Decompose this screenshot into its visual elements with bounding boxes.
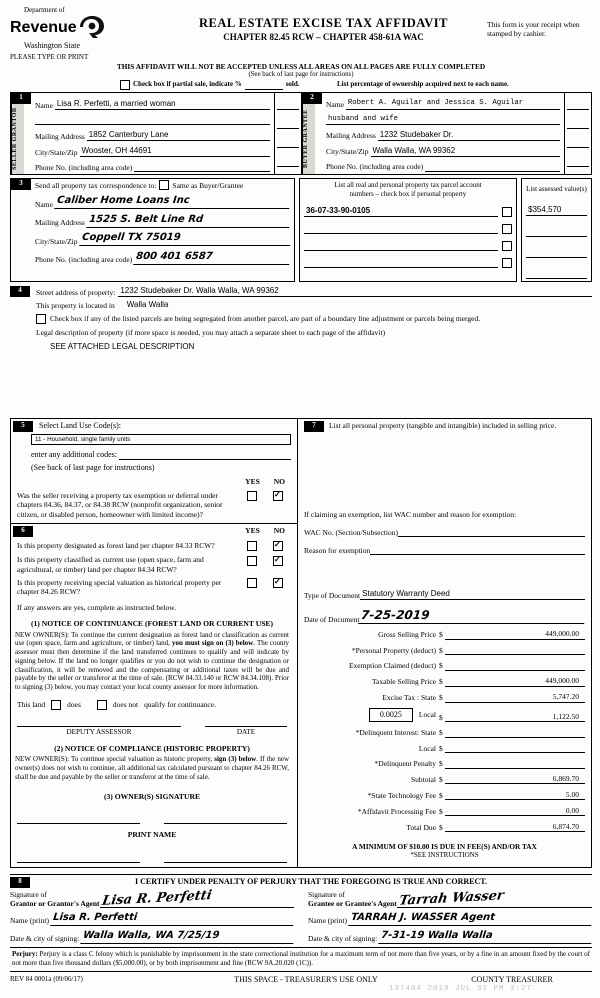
sold-label: sold. (285, 80, 300, 89)
personal-property-checkbox-4[interactable] (502, 258, 512, 268)
grantee-signature-block (308, 890, 592, 944)
historic-yes-checkbox[interactable] (247, 578, 257, 588)
ownership-note: List percentage of ownership acquired next to each name. (337, 80, 509, 89)
perjury-statement: Perjury: Perjury is a class C felony which is punishable by imprisonment in the state correctional institution for a maximum term of not more than five years, or by a fine in an amount fixed by the court of not more than five thousand dollars ($5,000.00), or by both imprisonment and fine (RCW 9A.20.020 (1C)). (10, 947, 592, 972)
parcel-field-2[interactable] (304, 224, 498, 234)
land-use-code-field[interactable]: 11 - Household, single family units (31, 434, 291, 446)
personal-property-checkbox-2[interactable] (502, 224, 512, 234)
owner-printname-field-1[interactable] (17, 862, 140, 863)
seller-name2-field[interactable] (35, 115, 270, 125)
parcel-heading-2: numbers – check box if personal property (349, 190, 467, 199)
corr-phone-field[interactable]: 800 401 6587 (134, 251, 291, 265)
percent-sold-field[interactable] (245, 80, 283, 90)
buyer-grantee-label: BUYER GRANTEE (302, 104, 315, 174)
current-use-no-checkbox[interactable] (273, 556, 283, 566)
grantee-sig-label2: Grantee or Grantee's Agent (308, 898, 397, 908)
grantee-name-print-label: Name (print) (308, 916, 347, 926)
legal-description-value: SEE ATTACHED LEGAL DESCRIPTION (50, 341, 195, 351)
buyer-phone-label: Phone No. (including area code) (326, 162, 424, 172)
local-rate-box: 0.0025 (369, 708, 413, 722)
buyer-csz-field[interactable]: Walla Walla, WA 99362 (371, 146, 561, 157)
buyer-name2-field[interactable]: husband and wife (326, 115, 560, 125)
if-yes-note: If any answers are yes, complete as instructed below. (17, 602, 177, 612)
reason-label: Reason for exemption (304, 545, 371, 555)
street-address-label: Street address of property: (36, 287, 116, 297)
located-in-field[interactable]: Walla Walla (126, 300, 169, 310)
seller-phone-label: Phone No. (including area code) (35, 163, 133, 173)
corr-phone-label: Phone No. (including area code) (35, 255, 133, 265)
grantee-date-city-label: Date & city of signing: (308, 933, 378, 943)
personal-property-checkbox-1[interactable] (502, 207, 512, 217)
delinquent-interest-local-value[interactable] (445, 743, 585, 753)
grantee-date-city-field[interactable]: 7-31-19 Walla Walla (378, 930, 592, 944)
form-subtitle: CHAPTER 82.45 RCW – CHAPTER 458-61A WAC (223, 31, 424, 42)
wac-field[interactable] (398, 527, 585, 537)
section-7-number: 7 (304, 421, 324, 432)
land-does-not-checkbox[interactable] (97, 700, 107, 710)
treasurer-space-note: THIS SPACE - TREASURER'S USE ONLY (234, 974, 378, 984)
total-due-label: Total Due (406, 822, 436, 832)
section-6-number: 6 (13, 526, 33, 537)
yes-header: YES (245, 477, 260, 487)
seller-csz-label: City/State/Zip (35, 148, 78, 158)
exemption-claimed-value[interactable] (445, 661, 585, 671)
gross-selling-value[interactable]: 449,000.00 (445, 629, 585, 639)
yes-header: YES (245, 525, 260, 535)
corr-mailing-field[interactable]: 1525 S. Belt Line Rd (86, 214, 291, 228)
grantor-sig-label1: Signature of (10, 889, 47, 899)
owner-signature-field-1[interactable] (17, 823, 140, 824)
assessed-values-box (521, 178, 592, 282)
send-correspondence-label: Send all property tax correspondence to: (35, 180, 157, 190)
delinquent-interest-state-label: *Delinquent Interest: State (355, 728, 436, 738)
exemption-yes-checkbox[interactable] (247, 491, 257, 501)
notice-compliance-title: (2) NOTICE OF COMPLIANCE (HISTORIC PROPERTY) (54, 743, 250, 753)
pct-field[interactable] (277, 120, 299, 129)
personal-prop-deduct-value[interactable] (445, 645, 585, 655)
notice-continuance-title: (1) NOTICE OF CONTINUANCE (FOREST LAND OR CURRENT USE) (30, 619, 274, 629)
parcel-field-1[interactable]: 36-07-33-90-0105 (304, 206, 498, 217)
does-label: does (67, 700, 81, 710)
exemption-note: If claiming an exemption, list WAC number and reason for exemption: (304, 509, 517, 519)
no-header: NO (273, 525, 285, 535)
segregated-checkbox[interactable] (36, 314, 46, 324)
personal-prop-deduct-label: *Personal Property (deduct) (351, 645, 436, 655)
certify-statement: I CERTIFY UNDER PENALTY OF PERJURY THAT THE FOREGOING IS TRUE AND CORRECT. (134, 876, 487, 886)
partial-sale-label: Check box if partial sale, indicate % (133, 80, 242, 89)
see-instructions-note: *SEE INSTRUCTIONS (410, 851, 479, 860)
property-address-section (10, 286, 592, 409)
buyer-phone-field[interactable] (425, 162, 560, 172)
land-use-title: Select Land Use Code(s): (39, 421, 121, 431)
historic-no-checkbox[interactable] (273, 578, 283, 588)
personal-property-section: 7 List all personal property (tangible and intangible) included in selling price. If claiming an exemption, list WAC number and reason for exemption: WAC No. (Section/Subsection) Reason for exemption Type of Document Statutory Warranty Deed Date of Document 7-25-2019 Gross Selling Price $ 449,000.00 *Personal Property (deduct) $ Exemption Claimed (deduct) $ Taxable Selling Price $ 449,000.00 Excise Tax : State $ 5,747.20 0.0025 Local $ 1,122.50 *Delinquent Interest: State $ Local $ *Delinquent Penalty $ Subtotal $ 6,869.70 *State Technology Fee $ 5.00 *Affidavit Processing Fee $ 0.00 Total Due $ 6,874.70 A MINIMUM OF $10.00 IS DUE IN FEE(S) AND/OR TAX *SEE INSTRUCTIONS (298, 419, 591, 867)
grantor-date-city-field[interactable]: Walla Walla, WA 7/25/19 (80, 930, 294, 944)
deputy-assessor-line: DEPUTY ASSESSOR (17, 726, 181, 737)
seller-pct-column (274, 93, 301, 174)
no-header: NO (273, 477, 285, 487)
taxable-selling-value[interactable]: 449,000.00 (445, 676, 585, 686)
additional-codes-field[interactable] (119, 450, 291, 460)
seller-name-field[interactable]: Lisa R. Perfetti, a married woman (55, 99, 270, 110)
assessed-field-4[interactable] (526, 269, 587, 279)
state-tech-fee-label: *State Technology Fee (367, 790, 436, 800)
gross-selling-label: Gross Selling Price (378, 630, 436, 640)
forest-yes-checkbox[interactable] (247, 541, 257, 551)
corr-csz-field[interactable]: Coppell TX 75019 (79, 232, 291, 246)
delinquent-interest-local-label: Local (418, 743, 436, 753)
does-not-label: does not (112, 700, 139, 710)
subtotal-label: Subtotal (410, 775, 436, 785)
assessed-heading: List assessed value(s) (526, 185, 587, 194)
located-in-label: This property is located in (36, 300, 115, 310)
reason-field[interactable] (370, 545, 585, 555)
notice-continuance-text: NEW OWNER(S): To continue the current designation as forest land or classification as current use (open space, farm and agriculture, or timber) land, you must sign on (3) below. The county assessor must then determine if the land transferred continues to qualify and will indicate by signing below. If the land no longer qualifies or you do not wish to continue the designation or classification, it will be removed and the compensating or additional taxes will be due and payable by the seller or transferor at the time of sale. (RCW 84.33.140 or RCW 84.34.108). Prior to signing (3) below, you may contact your local county assessor for more information. (15, 630, 289, 692)
acceptance-warning: THIS AFFIDAVIT WILL NOT BE ACCEPTED UNLESS ALL AREAS ON ALL PAGES ARE FULLY COMPLETED (116, 61, 486, 71)
pct-field[interactable] (567, 101, 589, 110)
grantor-sig-label2: Grantor or Grantor's Agent (10, 898, 100, 908)
personal-property-blank-area[interactable] (304, 432, 585, 510)
section-1-number: 1 (11, 93, 31, 104)
seller-mailing-field[interactable]: 1852 Canterbury Lane (87, 130, 270, 141)
form-title: REAL ESTATE EXCISE TAX AFFIDAVIT (199, 16, 448, 30)
land-does-checkbox[interactable] (51, 700, 61, 710)
delinquent-penalty-label: *Delinquent Penalty (374, 759, 436, 769)
parcel-heading-1: List all real and personal property tax parcel account (334, 181, 482, 190)
pct-field[interactable] (277, 139, 299, 148)
logo-wa-state: Washington State (24, 41, 81, 51)
see-back-note: (See back of last page for instructions) (248, 70, 354, 78)
personal-property-checkbox-3[interactable] (502, 241, 512, 251)
parcel-field-4[interactable] (304, 258, 498, 268)
legal-description-label: Legal description of property (if more space is needed, you may attach a separate sheet to each page of the affidavit) (36, 328, 386, 338)
grantee-sig-label1: Signature of (308, 889, 345, 899)
logo-revenue: Revenue (10, 18, 77, 36)
land-use-section (11, 419, 297, 524)
assessed-field-2[interactable] (526, 227, 587, 237)
doc-type-label: Type of Document (304, 590, 361, 600)
grantor-signature[interactable]: Lisa R. Perfetti (100, 888, 213, 909)
section-4-number: 4 (10, 286, 30, 297)
sec5-see-back: (See back of last page for instructions) (31, 463, 155, 473)
county-treasurer-label: COUNTY TREASURER (471, 974, 553, 984)
street-address-field[interactable]: 1232 Studebaker Dr. Walla Walla, WA 99362 (118, 286, 592, 297)
owner-signature-field-2[interactable] (164, 823, 287, 824)
buyer-mailing-field[interactable]: 1232 Studebaker Dr. (378, 130, 560, 141)
buyer-pct-column (564, 93, 591, 174)
pct-field[interactable] (277, 158, 299, 167)
doc-type-field[interactable]: Statutory Warranty Deed (360, 589, 585, 600)
taxable-selling-label: Taxable Selling Price (371, 677, 436, 687)
forest-land-question: Is this property designated as forest land per chapter 84.33 RCW? (17, 540, 215, 550)
logo-dept-of: Department of (24, 6, 65, 14)
buyer-mailing-label: Mailing Address (326, 131, 376, 141)
print-name-title: PRINT NAME (127, 830, 177, 840)
doc-date-label: Date of Document (304, 614, 360, 624)
wac-label: WAC No. (Section/Subsection) (304, 527, 398, 537)
parcel-field-3[interactable] (304, 241, 498, 251)
current-use-question: Is this property classified as current use (open space, farm and agricultural, or timber) land per chapter 84.34 RCW? (17, 555, 204, 574)
additional-codes-label: enter any additional codes: (31, 450, 117, 460)
seller-mailing-label: Mailing Address (35, 132, 85, 142)
doc-date-field[interactable]: 7-25-2019 (359, 608, 586, 624)
total-due-value[interactable]: 6,874.70 (445, 822, 585, 832)
same-as-buyer-label: Same as Buyer/Grantee (172, 180, 244, 190)
exemption-claimed-label: Exemption Claimed (deduct) (348, 661, 436, 671)
qualify-label: qualify for continuance. (144, 700, 216, 710)
seller-phone-field[interactable] (134, 162, 270, 172)
delinquent-penalty-value[interactable] (445, 759, 585, 769)
delinquent-interest-state-value[interactable] (445, 728, 585, 738)
pct-field[interactable] (277, 101, 299, 110)
assessed-field-1[interactable]: $354,570 (526, 205, 587, 216)
personal-property-title: List all personal property (tangible and intangible) included in selling price. (329, 420, 557, 430)
land-designation-section (11, 524, 297, 867)
pct-field[interactable] (567, 139, 589, 148)
current-use-yes-checkbox[interactable] (247, 556, 257, 566)
seller-csz-field[interactable]: Wooster, OH 44691 (80, 146, 271, 157)
this-land-label: This land (17, 700, 46, 710)
buyer-section (301, 93, 591, 174)
grantor-name-print-label: Name (print) (10, 916, 49, 926)
grantor-name-print-field[interactable]: Lisa R. Perfetti (50, 912, 294, 926)
pct-field[interactable] (567, 120, 589, 129)
excise-state-value[interactable]: 5,747.20 (445, 692, 585, 702)
owner-printname-field-2[interactable] (164, 862, 287, 863)
corr-name-field[interactable]: Caliber Home Loans Inc (54, 195, 290, 209)
partial-sale-checkbox[interactable] (120, 80, 130, 90)
assessed-field-3[interactable] (526, 248, 587, 258)
segregated-label: Check box if any of the listed parcels are being segregated from another parcel, are part of a boundary line adjustment or parcels being merged. (50, 314, 481, 324)
buyer-csz-label: City/State/Zip (326, 147, 369, 157)
affidavit-fee-value[interactable]: 0.00 (445, 806, 585, 816)
forest-no-checkbox[interactable] (273, 541, 283, 551)
excise-local-value[interactable]: 1,122.50 (445, 712, 585, 722)
section-3-number: 3 (11, 179, 31, 190)
buyer-name-field[interactable]: Robert A. Aguilar and Jessica S. Aguilar (346, 99, 560, 109)
tax-exemption-question: Was the seller receiving a property tax exemption or deferral under chapters 84.36, 84.37, or 84.38 RCW (nonprofit organization, senior citizen, or disabled person, homeowner with limited income)? (17, 490, 223, 519)
corr-csz-label: City/State/Zip (35, 236, 78, 246)
form-rev-number: REV 84 0001a (09/06/17) (10, 974, 83, 983)
historic-question: Is this property receiving special valuation as historical property per chapter 84.26 RCW? (17, 577, 222, 597)
notice-compliance-text: NEW OWNER(S): To continue special valuation as historic property, sign (3) below. If the new owner(s) does not wish to continue, all additional tax calculated pursuant to chapter 84.26 RCW, shall be due and payable by the seller or transferor at the time of sale. (15, 755, 289, 781)
subtotal-value[interactable]: 6,869.70 (445, 774, 585, 784)
grantee-signature[interactable]: Tarrah Wasser (397, 888, 505, 909)
parties-section (10, 92, 592, 175)
pct-field[interactable] (567, 158, 589, 167)
corr-mailing-label: Mailing Address (35, 218, 85, 228)
receipt-note: This form is your receipt when stamped by cashier. (487, 20, 580, 39)
certification-section (10, 874, 592, 944)
section-8-number: 8 (10, 877, 30, 888)
form-header (10, 6, 592, 62)
assessor-date-line: DATE (205, 726, 287, 737)
seller-grantor-label: SELLER GRANTOR (11, 104, 24, 174)
seller-name-label: Name (35, 101, 53, 111)
seller-section (11, 93, 301, 174)
local-rate-label: 0.0025 Local (304, 708, 436, 722)
please-type-print: PLEASE TYPE OR PRINT (10, 53, 89, 62)
grantor-date-city-label: Date & city of signing: (10, 933, 80, 943)
grantor-signature-block (10, 890, 294, 944)
section-2-number: 2 (302, 93, 322, 104)
section-5-number: 5 (13, 421, 33, 432)
affidavit-fee-label: *Affidavit Processing Fee (357, 806, 436, 816)
treasurer-date-stamp: 137404 2019 JUL 31 PM 3:27 (388, 984, 532, 993)
dor-logo (10, 6, 160, 62)
buyer-name-label: Name (326, 100, 344, 110)
parcel-numbers-box (299, 178, 517, 282)
minimum-fee-note: A MINIMUM OF $10.00 IS DUE IN FEE(S) AND/OR TAX (352, 842, 537, 852)
corr-name-label: Name (35, 199, 53, 209)
form-footer (10, 975, 592, 985)
revenue-swirl-icon (79, 15, 105, 41)
exemption-no-checkbox[interactable] (273, 491, 283, 501)
state-tech-fee-value[interactable]: 5.00 (445, 790, 585, 800)
tax-correspondence-section (10, 178, 295, 282)
same-as-buyer-checkbox[interactable] (159, 180, 169, 190)
excise-state-label: Excise Tax : State (382, 693, 436, 703)
grantee-name-print-field[interactable]: TARRAH J. WASSER Agent (348, 912, 592, 926)
owners-signature-title: (3) OWNER(S) SIGNATURE (103, 791, 201, 801)
